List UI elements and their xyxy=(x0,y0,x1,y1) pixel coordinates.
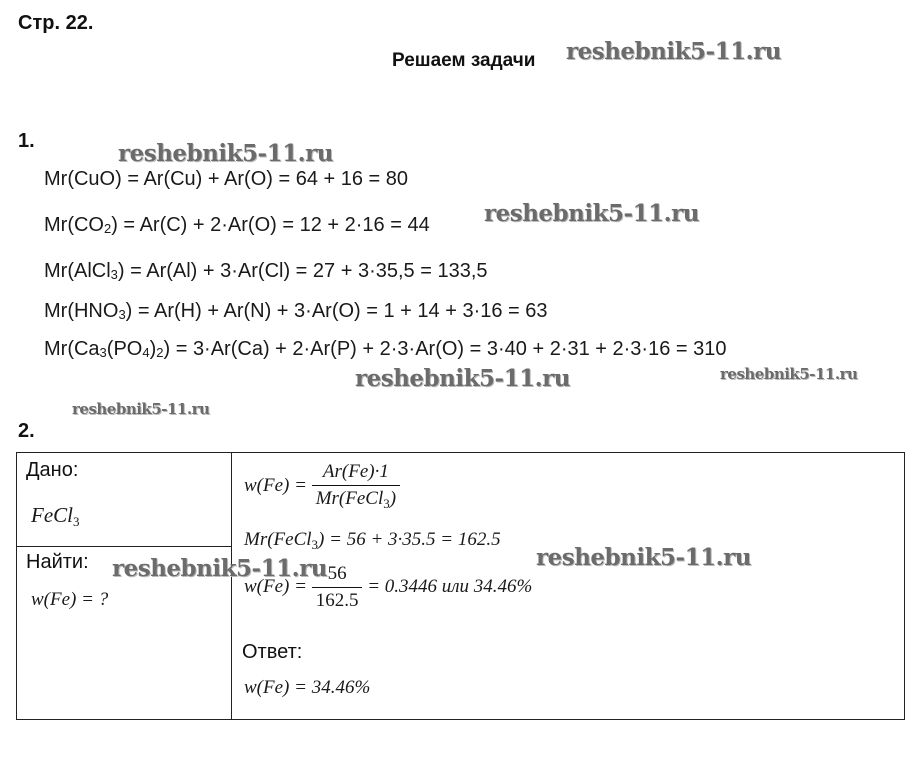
given-label: Дано: xyxy=(26,459,79,481)
calculation-line: w(Fe) = $\frac{56}{162.5}$ = 0.3446 или 34.46% xyxy=(244,563,533,611)
watermark: reshebnik5-11.ru xyxy=(112,555,327,582)
solution-table xyxy=(16,452,905,720)
watermark: reshebnik5-11.ru xyxy=(566,38,781,65)
solution-cell xyxy=(232,453,905,720)
equation-ca3po4: $Mr(Ca_3(PO_4)_2) = 3\cdot Ar(Ca) + 2\cdot Ar(P) + 2\cdot 3\cdot Ar(O) = 3\cdot 40 + 2\cdot 31 + 2\cdot 3\cdot 16 = 310$ xyxy=(44,338,727,360)
answer-label: Ответ: xyxy=(242,641,303,663)
given-value: FeCl3 xyxy=(31,503,80,529)
watermark: reshebnik5-11.ru xyxy=(72,400,210,418)
find-value: w(Fe) = ? xyxy=(31,589,109,610)
equation-alcl3: Mr(AlCl$_3$) = Ar(Al) + 3·Ar(Cl) = 27 + 3·35,5 = 133,5 xyxy=(44,260,488,282)
molar-mass-line: Mr(FeCl$_3$) = 56 + 3·35.5 = 162.5 xyxy=(244,529,501,552)
answer-value: w(Fe) = 34.46% xyxy=(244,677,371,698)
formula-line: w(Fe) = $\frac{Ar(Fe)\cdot 1}{Mr(FeCl_3)}$ xyxy=(244,461,400,512)
watermark: reshebnik5-11.ru xyxy=(720,365,858,383)
task2-number: 2. xyxy=(18,420,35,442)
equation-co2: $Mr(CO_2) = Ar(C) + 2\cdot Ar(O) = 12 + 2\cdot 16 = 44$ xyxy=(44,214,430,236)
task1-number: 1. xyxy=(18,130,35,152)
equation-cuo: Mr(CuO) = Ar(Cu) + Ar(O) = 64 + 16 = 80 xyxy=(44,168,409,190)
equation-hno3: $Mr(HNO_3) = Ar(H) + Ar(N) + 3\cdot Ar(O) = 1 + 14 + 3\cdot 16 = 63$ xyxy=(44,300,548,322)
given-cell xyxy=(17,453,232,547)
find-label: Найти: xyxy=(26,551,89,573)
watermark: reshebnik5-11.ru xyxy=(355,365,570,392)
page-title: Решаем задачи xyxy=(392,50,536,71)
watermark: reshebnik5-11.ru xyxy=(118,140,333,167)
watermark: reshebnik5-11.ru xyxy=(484,200,699,227)
page-number: Стр. 22. xyxy=(18,12,94,34)
watermark: reshebnik5-11.ru xyxy=(536,544,751,571)
